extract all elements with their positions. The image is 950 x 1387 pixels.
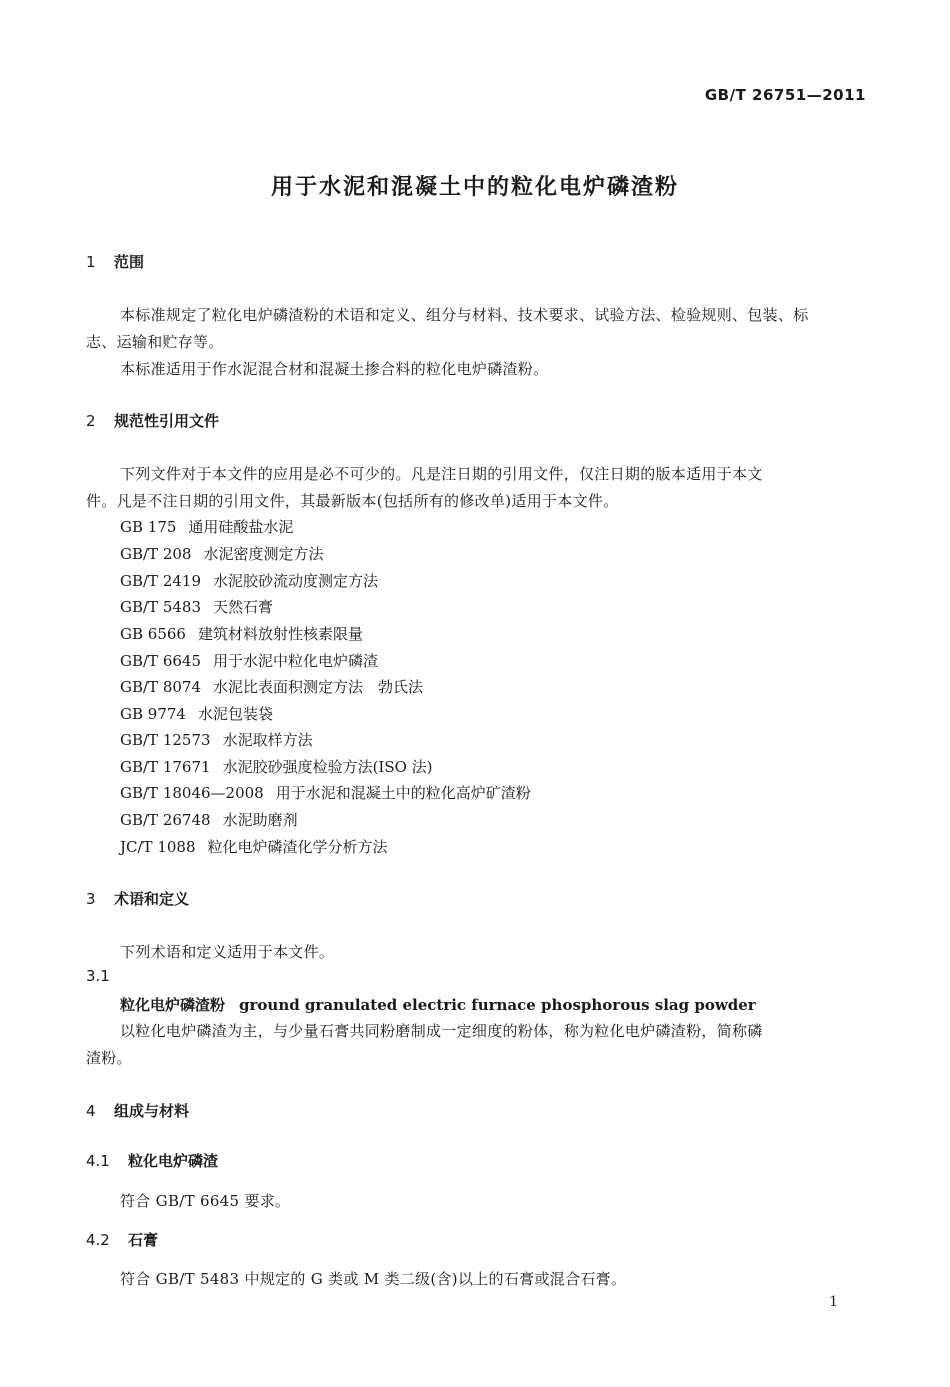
reference-code: GB/T 26748 bbox=[120, 811, 211, 829]
reference-item bbox=[120, 809, 298, 830]
reference-name: 水泥胶砂流动度测定方法 bbox=[213, 572, 379, 590]
subsection-4-1-heading bbox=[86, 1150, 218, 1171]
reference-name: 水泥胶砂强度检验方法(ISO 法) bbox=[222, 758, 433, 776]
reference-name: 水泥密度测定方法 bbox=[203, 545, 324, 563]
reference-code: GB/T 5483 bbox=[120, 598, 202, 616]
section-number: 4 bbox=[86, 1102, 96, 1120]
reference-name: 水泥取样方法 bbox=[222, 731, 313, 749]
reference-code: GB/T 18046—2008 bbox=[120, 784, 264, 802]
reference-code: JC/T 1088 bbox=[120, 838, 196, 856]
document-title: 用于水泥和混凝土中的粒化电炉磷渣粉 bbox=[270, 175, 679, 200]
section-number: 4.2 bbox=[86, 1231, 110, 1249]
reference-item bbox=[120, 756, 433, 777]
reference-item bbox=[120, 836, 388, 857]
paragraph: 志、运输和贮存等。 bbox=[86, 333, 224, 351]
section-3-heading bbox=[86, 888, 189, 909]
reference-item bbox=[120, 650, 378, 671]
reference-code: GB 6566 bbox=[120, 625, 186, 643]
paragraph: 符合 GB/T 5483 中规定的 G 类或 M 类二级(含)以上的石膏或混合石膏。 bbox=[120, 1270, 627, 1288]
reference-item bbox=[120, 623, 363, 644]
reference-code: GB 175 bbox=[120, 518, 177, 536]
reference-item bbox=[120, 676, 423, 697]
reference-name: 水泥助磨剂 bbox=[222, 811, 298, 829]
reference-name: 水泥比表面积测定方法 勃氏法 bbox=[213, 678, 424, 696]
reference-code: GB/T 2419 bbox=[120, 572, 202, 590]
reference-name: 用于水泥中粒化电炉磷渣 bbox=[213, 652, 379, 670]
reference-item bbox=[120, 596, 273, 617]
subsection-number: 3.1 bbox=[86, 967, 110, 985]
section-4-heading bbox=[86, 1100, 189, 1121]
reference-name: 粒化电炉磷渣化学分析方法 bbox=[207, 838, 388, 856]
paragraph: 以粒化电炉磷渣为主，与少量石膏共同粉磨制成一定细度的粉体，称为粒化电炉磷渣粉，简称磷 bbox=[120, 1022, 763, 1040]
term-english: ground granulated electric furnace phosphorous slag powder bbox=[239, 996, 756, 1014]
reference-item bbox=[120, 782, 531, 803]
section-title: 术语和定义 bbox=[114, 890, 190, 908]
section-2-heading bbox=[86, 410, 219, 431]
section-number: 4.1 bbox=[86, 1152, 110, 1170]
reference-code: GB/T 208 bbox=[120, 545, 192, 563]
section-title: 粒化电炉磷渣 bbox=[128, 1152, 219, 1170]
section-number: 2 bbox=[86, 412, 96, 430]
section-number: 3 bbox=[86, 890, 96, 908]
page-number: 1 bbox=[829, 1294, 838, 1310]
section-title: 范围 bbox=[114, 253, 145, 271]
reference-name: 建筑材料放射性核素限量 bbox=[197, 625, 363, 643]
reference-name: 通用硅酸盐水泥 bbox=[188, 518, 294, 536]
reference-item bbox=[120, 570, 378, 591]
standard-code: GB/T 26751—2011 bbox=[704, 86, 866, 104]
section-title: 组成与材料 bbox=[114, 1102, 190, 1120]
paragraph: 符合 GB/T 6645 要求。 bbox=[120, 1192, 291, 1210]
reference-name: 用于水泥和混凝土中的粒化高炉矿渣粉 bbox=[275, 784, 531, 802]
reference-item bbox=[120, 516, 293, 537]
reference-item bbox=[120, 543, 323, 564]
paragraph: 渣粉。 bbox=[86, 1049, 132, 1067]
term-entry bbox=[120, 994, 756, 1015]
subsection-4-2-heading bbox=[86, 1229, 158, 1250]
reference-item bbox=[120, 703, 273, 724]
term-chinese: 粒化电炉磷渣粉 bbox=[120, 996, 226, 1014]
paragraph: 本标准适用于作水泥混合材和混凝土掺合料的粒化电炉磷渣粉。 bbox=[120, 360, 549, 378]
section-title: 规范性引用文件 bbox=[114, 412, 220, 430]
reference-code: GB/T 17671 bbox=[120, 758, 211, 776]
paragraph: 本标准规定了粒化电炉磷渣粉的术语和定义、组分与材料、技术要求、试验方法、检验规则、包装、标 bbox=[120, 306, 809, 324]
paragraph: 件。凡是不注日期的引用文件，其最新版本(包括所有的修改单)适用于本文件。 bbox=[86, 492, 619, 510]
reference-code: GB/T 8074 bbox=[120, 678, 202, 696]
paragraph: 下列文件对于本文件的应用是必不可少的。凡是注日期的引用文件，仅注日期的版本适用于本文 bbox=[120, 465, 763, 483]
reference-code: GB/T 12573 bbox=[120, 731, 211, 749]
section-title: 石膏 bbox=[128, 1231, 159, 1249]
reference-code: GB/T 6645 bbox=[120, 652, 202, 670]
reference-item bbox=[120, 729, 313, 750]
reference-code: GB 9774 bbox=[120, 705, 186, 723]
reference-name: 水泥包装袋 bbox=[197, 705, 273, 723]
reference-name: 天然石膏 bbox=[213, 598, 274, 616]
section-1-heading bbox=[86, 251, 144, 272]
paragraph: 下列术语和定义适用于本文件。 bbox=[120, 943, 335, 961]
section-number: 1 bbox=[86, 253, 96, 271]
